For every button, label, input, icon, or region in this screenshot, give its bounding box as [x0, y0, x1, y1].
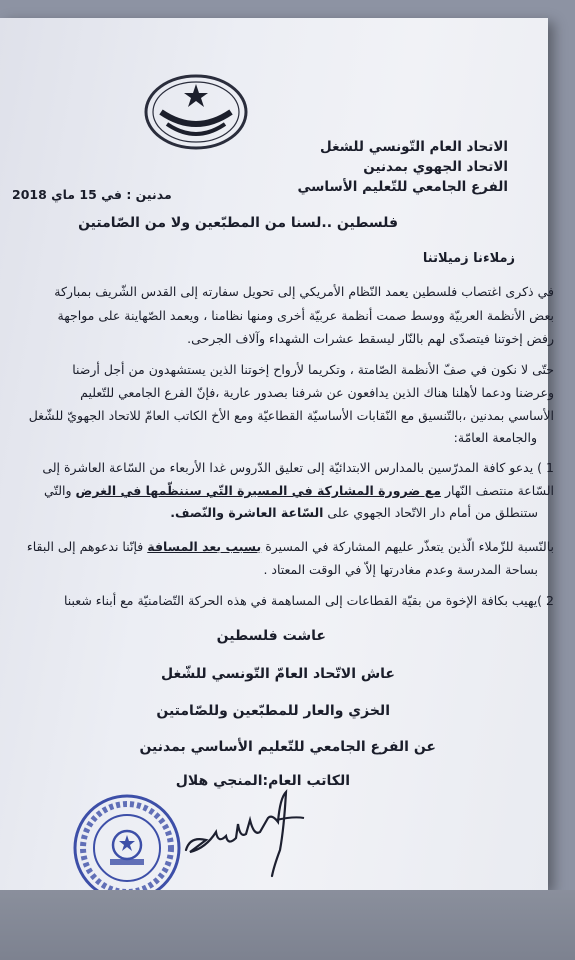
paragraph-4-end: فإنّنا ندعوهم إلى البقاء: [26, 539, 144, 554]
point-1-line-2-start: السّاعة منتصف النّهار: [444, 483, 554, 498]
point-1-time: السّاعة العاشرة والنّصف.: [170, 505, 324, 520]
paragraph-4-start: بالنّسبة للزّملاء الّذين يتعذّر عليهم المشاركة في المسيرة: [265, 539, 554, 554]
ugtt-emblem-icon: [141, 66, 252, 154]
point-1-line-2: [44, 485, 554, 498]
paragraph-2-line-1: حتّى لا نكون في صفّ الأنظمة الصّامتة ، وتكريما لأرواح إخوتنا الذين يستشهدون من أجل أرضنا: [72, 362, 554, 377]
org-line-3: الفرع الجامعي للتّعليم الأساسي: [297, 179, 508, 195]
paragraph-1-line-1: في ذكرى اغتصاب فلسطين يعمد النّظام الأمريكي إلى تحويل سفارته إلى القدس الشّريف بمباركة: [54, 284, 554, 299]
paragraph-4-line-1: [27, 541, 554, 554]
paragraph-2-line-3: الأساسي بمدنين ،بالتّنسيق مع النّقابات الأساسيّة القطاعيّة ومع الأخ الكاتب العامّ للاتحاد الجهويّ للشّغل: [28, 408, 554, 423]
slogan-2: عاش الاتّحاد العامّ التّونسي للشّغل: [161, 666, 395, 682]
org-line-1: الاتحاد العام التّونسي للشغل: [320, 139, 508, 155]
official-stamp-icon: [72, 793, 182, 903]
table-surface: [0, 890, 575, 960]
slogan-3: الخزي والعار للمطبّعين وللصّامتين: [156, 703, 390, 719]
handwritten-signature: [176, 788, 316, 878]
paragraph-1-line-2: بعض الأنظمة العربيّة ووسط صمت أنظمة عربيّة أخرى ومنها نظامنا ، ويعمد الصّهاينة على مواجهة: [57, 308, 554, 323]
slogan-4: عن الفرع الجامعي للتّعليم الأساسي بمدنين: [139, 739, 436, 755]
document-sheet: [0, 18, 554, 890]
paragraph-4-emphasis: بسبب بعد المسافة: [147, 539, 262, 554]
point-1-line-3-start: ستنطلق من أمام دار الاتّحاد الجهوي على: [327, 505, 538, 520]
point-1-line-1: 1 ) يدعو كافة المدرّسين بالمدارس الابتدائيّة إلى تعليق الدّروس غدا الأربعاء من السّاعة العاشرة إلى: [42, 460, 554, 475]
paragraph-2-line-4: والجامعة العامّة:: [453, 430, 537, 445]
paragraph-2-line-2: وعرضنا ودعما لأهلنا هناك الذين يدافعون عن شرفنا بصدور عارية ،فإنّ الفرع الجامعي للتّعليم: [80, 385, 554, 400]
point-1-emphasis: مع ضرورة المشاركة في المسيرة التّي سننظّمها في الغرض: [75, 483, 441, 498]
point-1-line-2-end: والتّي: [44, 483, 72, 498]
org-line-2: الاتحاد الجهوي بمدنين: [363, 159, 508, 175]
greeting: زملاءنا زميلاتنا: [422, 251, 515, 266]
point-1-line-3: [170, 507, 538, 520]
paragraph-4-line-2: بساحة المدرسة وعدم مغادرتها إلاّ في الوقت المعتاد .: [263, 562, 538, 577]
document-title: فلسطين ..لسنا من المطبّعين ولا من الصّامتين: [78, 215, 398, 231]
point-2: 2 )يهيب بكافة الإخوة من بقيّة القطاعات إلى المساهمة في هذه الحركة التّضامنيّة مع أبناء شعبنا: [63, 593, 554, 608]
paragraph-1-line-3: رفض إخوتنا فيتصدّى لهم بالنّار ليسقط عشرات الشهداء وآلاف الجرحى.: [187, 331, 554, 346]
signatory: الكاتب العام:المنجي هلال: [175, 773, 350, 789]
document-date: مدنين : في 15 ماي 2018: [12, 187, 172, 202]
slogan-1: عاشت فلسطين: [216, 628, 326, 644]
